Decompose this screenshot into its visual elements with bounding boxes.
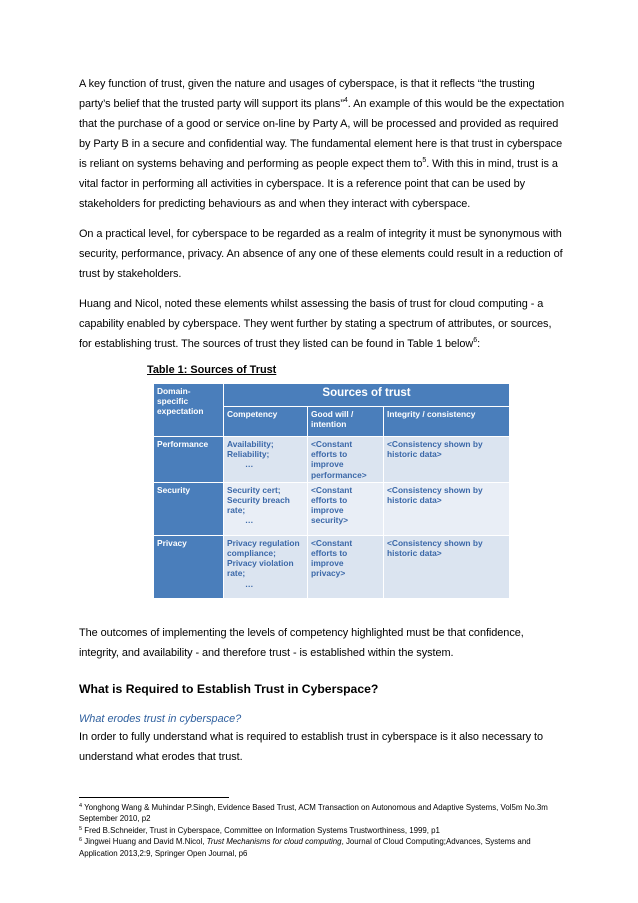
- footnote-text: Jingwei Huang and David M.Nicol,: [82, 837, 207, 847]
- cell-text: Security cert; Security breach rate;: [227, 484, 290, 516]
- subsection-heading: What erodes trust in cyberspace?: [79, 712, 242, 725]
- paragraph-text: . With this in mind, trust is a vital factor in performing all activities in cyberspace. It is a reference point that can be used by stakeholders for predicting behaviours as and when they interact with cyberspace.: [79, 158, 558, 210]
- ellipsis: …: [245, 578, 254, 589]
- table-cell: [224, 535, 308, 598]
- ellipsis: …: [245, 459, 254, 470]
- row-label-privacy: Privacy: [154, 535, 224, 598]
- footnote-ref-6[interactable]: 6: [473, 337, 478, 344]
- footnote-text: Yonghong Wang & Muhindar P.Singh, Evidence Based Trust, ACM Transaction on Autonomous and Adaptive Systems, Vol5m No.3m September 2010, p2: [79, 802, 548, 824]
- paragraph-erodes-trust: In order to fully understand what is required to establish trust in cyberspace is it also necessary to understand what erodes that trust.: [79, 730, 544, 763]
- table-caption: Table 1: Sources of Trust: [147, 364, 277, 376]
- footnote-separator: [79, 797, 229, 798]
- table-cell: [224, 482, 308, 535]
- table-cell: <Constant efforts to improve performance>: [308, 437, 384, 483]
- footnote-5: [79, 825, 565, 837]
- footnote-number: 4: [79, 802, 83, 809]
- table-row: [154, 482, 510, 535]
- column-header-goodwill: Good will / intention: [308, 407, 384, 437]
- column-header-competency: Competency: [224, 407, 308, 437]
- footnote-title: Trust Mechanisms for cloud computing: [206, 837, 342, 847]
- cell-text: Availability; Reliability;: [227, 439, 274, 460]
- table-cell: <Consistency shown by historic data>: [384, 437, 510, 483]
- footnote-text: Fred B.Schneider, Trust in Cyberspace, Committee on Information Systems Trustworthiness, 1999, p1: [82, 825, 440, 835]
- paragraph-trust-function: [79, 74, 565, 214]
- paragraph-huang-nicol: [79, 294, 565, 354]
- paragraph-outcomes: The outcomes of implementing the levels of competency highlighted must be that confidence, integrity, and availability - and therefore trust - is established within the system.: [79, 626, 524, 659]
- footnote-number: 6: [79, 837, 83, 844]
- footnote-4: [79, 802, 565, 825]
- footnotes: [79, 802, 565, 860]
- footnote-number: 5: [79, 825, 83, 832]
- corner-header: Domain-specific expectation: [154, 384, 224, 437]
- cell-text: Privacy regulation compliance; Privacy violation rate;: [227, 537, 300, 579]
- footnote-text: , Journal of Cloud Computing;Advances, Systems and Application 2013,2:9, Springer Open Journal, p6: [79, 837, 531, 858]
- paragraph-text: :: [477, 338, 481, 350]
- paragraph-practical-level: On a practical level, for cyberspace to be regarded as a realm of integrity it must be synonymous with security, performance, privacy. An absence of any one of these elements could result in a reduction of trust by stakeholders.: [79, 228, 563, 280]
- row-label-performance: Performance: [154, 437, 224, 483]
- paragraph-text: A key function of trust, given the nature and usages of cyberspace, is that it reflects “the trusting party’s belief that the trusted party will support its plans”: [79, 78, 535, 110]
- column-header-integrity: Integrity / consistency: [384, 407, 510, 437]
- table-row: [154, 535, 510, 598]
- row-label-security: Security: [154, 482, 224, 535]
- table-cell: <Consistency shown by historic data>: [384, 535, 510, 598]
- footnote-ref-5[interactable]: 5: [422, 157, 427, 164]
- sources-of-trust-table: [153, 383, 510, 599]
- footnote-ref-4[interactable]: 4: [343, 97, 348, 104]
- paragraph-text: Huang and Nicol, noted these elements whilst assessing the basis of trust for cloud computing - a capability enabled by cyberspace. They went further by stating a spectrum of attributes, or sources, for establishing trust. The sources of trust they listed can be found in Table 1 below: [79, 298, 552, 350]
- ellipsis: …: [245, 515, 254, 526]
- table-cell: <Constant efforts to improve security>: [308, 482, 384, 535]
- table-cell: <Consistency shown by historic data>: [384, 482, 510, 535]
- section-heading: What is Required to Establish Trust in Cyberspace?: [79, 681, 379, 696]
- footnote-6: [79, 836, 565, 859]
- paragraph-text: . An example of this would be the expectation that the purchase of a good or service on-line by Party A, will be processed and provided as required by Party B in a secure and confidential way. The fundamental element here is that trust in cyberspace is reliant on systems behaving and performing as people expect them to: [79, 98, 565, 170]
- table-row: [154, 437, 510, 483]
- table-cell: <Constant efforts to improve privacy>: [308, 535, 384, 598]
- table-title: Sources of trust: [224, 384, 510, 407]
- table-cell: [224, 437, 308, 483]
- document-page: [79, 74, 565, 859]
